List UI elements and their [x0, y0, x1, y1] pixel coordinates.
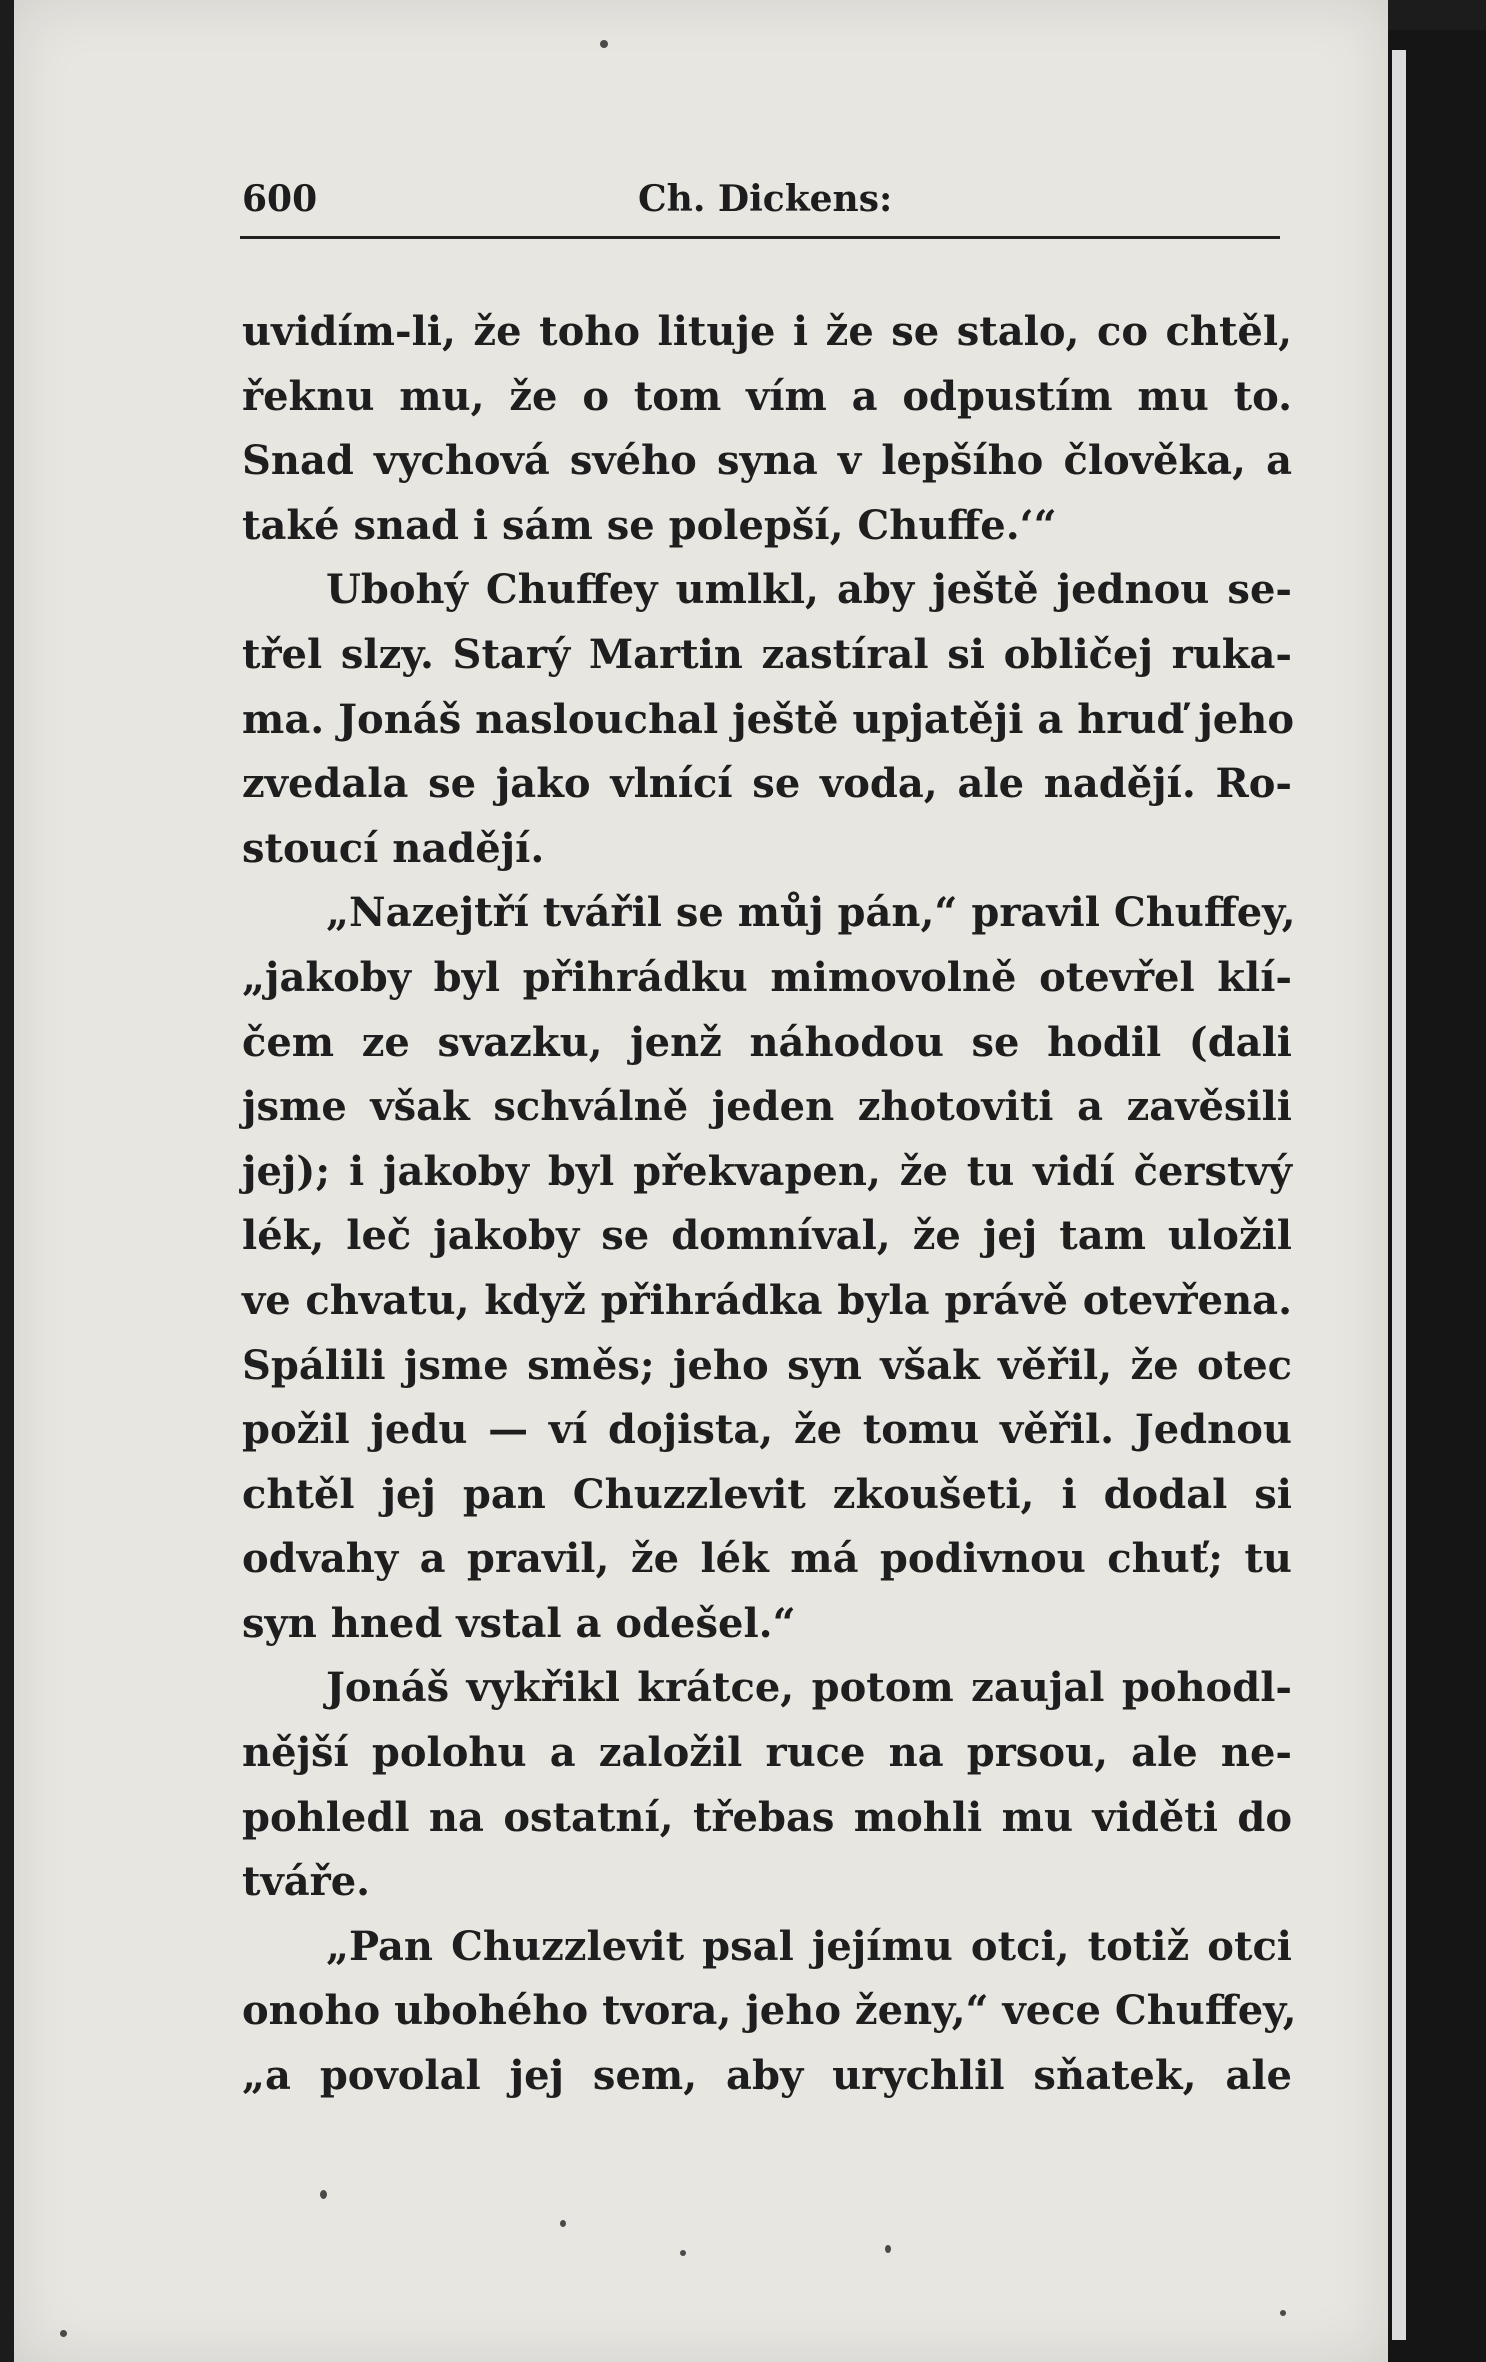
scan-speck — [600, 40, 608, 48]
paragraph — [242, 881, 1296, 1656]
text-line: „Nazejtří tvářil se můj pán,“ pravil Chuffey, — [326, 889, 1296, 937]
page-number: 600 — [242, 178, 318, 220]
text-line: „Pan Chuzzlevit psal jejímu otci, totiž otci — [326, 1922, 1292, 1970]
page-binding-edge — [1388, 30, 1486, 2362]
scan-speck — [1280, 2310, 1286, 2316]
scan-speck — [560, 2220, 566, 2227]
paragraph — [242, 1656, 1292, 1914]
text-line: syn hned vstal a odešel.“ — [242, 1599, 796, 1647]
text-line: Snad vychová svého syna v lepšího člověka, a — [242, 437, 1292, 485]
text-line: jsme však schválně jeden zhotoviti a zavěsili — [242, 1083, 1292, 1131]
scan-speck — [60, 2330, 67, 2337]
adjacent-page-strip — [1392, 50, 1406, 2340]
scan-speck — [680, 2250, 686, 2256]
text-line: zvedala se jako vlnící se voda, ale nadějí. Ro- — [242, 760, 1292, 808]
text-line: také snad i sám se polepší, Chuffe.‘“ — [242, 501, 1057, 549]
text-line: uvidím-li, že toho lituje i že se stalo, co chtěl, — [242, 308, 1292, 355]
page-header — [230, 170, 1290, 230]
paragraph — [242, 300, 1292, 558]
text-line: Ubohý Chuffey umlkl, aby ještě jednou se- — [326, 566, 1292, 614]
text-line: řeknu mu, že o tom vím a odpustím mu to. — [242, 372, 1292, 420]
text-line: Spálili jsme směs; jeho syn však věřil, že otec — [242, 1341, 1292, 1389]
text-line: ma. Jonáš naslouchal ještě upjatěji a hruď jeho — [242, 695, 1295, 743]
text-line: jej); i jakoby byl překvapen, že tu vidí čerstvý — [242, 1147, 1292, 1195]
text-line: pohledl na ostatní, třebas mohli mu viděti do — [242, 1793, 1292, 1841]
paragraph — [242, 1915, 1297, 2109]
running-head: Ch. Dickens: — [638, 178, 893, 220]
text-line: „a povolal jej sem, aby urychlil sňatek, ale — [242, 2052, 1292, 2100]
scan-speck — [885, 2245, 891, 2253]
scan-speck — [320, 2190, 327, 2199]
text-line: chtěl jej pan Chuzzlevit zkoušeti, i dodal si — [242, 1470, 1292, 1518]
text-line: lék, leč jakoby se domníval, že jej tam uložil — [242, 1212, 1292, 1260]
text-line: tváře. — [242, 1858, 371, 1906]
text-line: třel slzy. Starý Martin zastíral si obličej ruka- — [242, 630, 1292, 678]
text-line: „jakoby byl přihrádku mimovolně otevřel klí- — [242, 953, 1292, 1001]
text-line: Jonáš vykřikl krátce, potom zaujal pohodl- — [326, 1664, 1292, 1712]
text-line: čem ze svazku, jenž náhodou se hodil (dali — [242, 1018, 1292, 1066]
body-text — [242, 300, 1297, 2109]
text-line: onoho ubohého tvora, jeho ženy,“ vece Chuffey, — [242, 1987, 1297, 2035]
text-line: odvahy a pravil, že lék má podivnou chuť; tu — [242, 1535, 1292, 1583]
text-line: požil jedu — ví dojista, že tomu věřil. Jednou — [242, 1406, 1292, 1454]
header-rule — [240, 236, 1280, 239]
text-line: stoucí nadějí. — [242, 824, 545, 872]
paragraph — [242, 558, 1295, 881]
text-line: ve chvatu, když přihrádka byla právě otevřena. — [242, 1276, 1292, 1324]
text-line: nější polohu a založil ruce na prsou, ale ne- — [242, 1729, 1292, 1777]
